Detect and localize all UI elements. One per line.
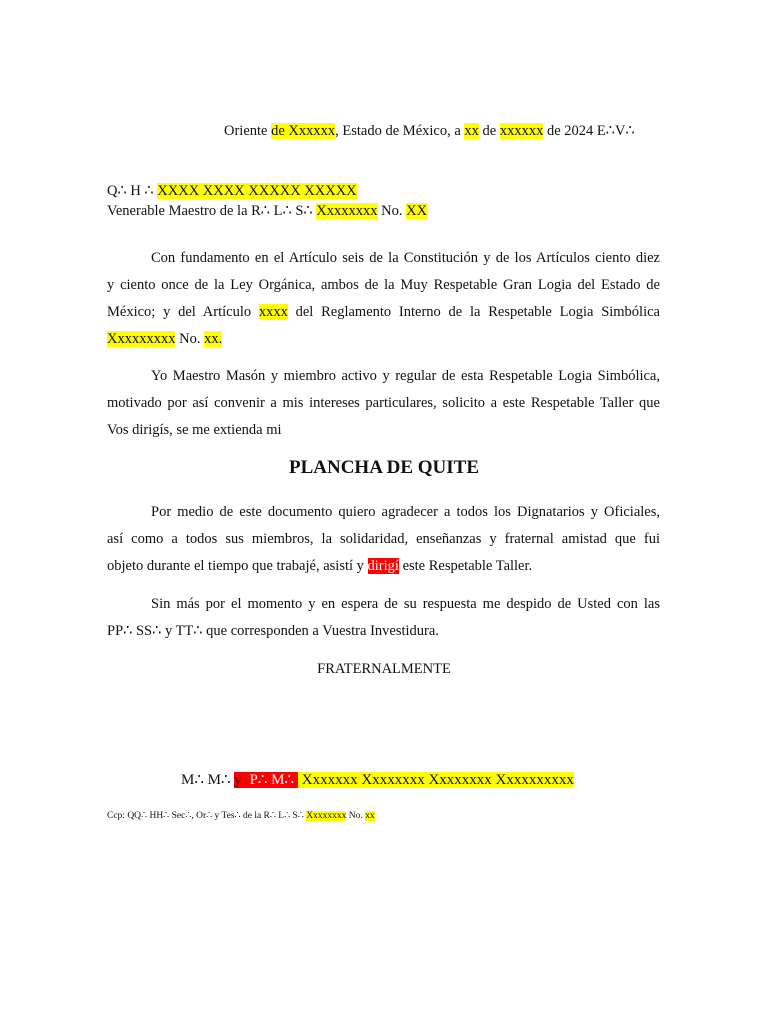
para1-l3a: México; y del Artículo — [107, 304, 259, 320]
vm-no: No. — [377, 203, 407, 219]
year-text: de 2024 E∴V∴ — [543, 123, 635, 139]
signature-prefix: M∴ M∴ — [181, 772, 235, 788]
para2-line1: Yo Maestro Masón y miembro activo y regular de esta Respetable Logia Simbólica, — [151, 368, 660, 384]
signature-y-highlight: y — [234, 772, 246, 788]
recipient-qh-line — [107, 182, 357, 200]
ccp-no: No. — [346, 811, 366, 821]
para2-line3: Vos dirigís, se me extienda mi — [107, 422, 282, 438]
lodge-num-highlight: xx. — [204, 331, 223, 347]
recipient-vm-line — [107, 202, 427, 220]
para4-line2: PP∴ SS∴ y TT∴ que corresponden a Vuestra Investidura. — [107, 623, 439, 639]
para3-line3 — [107, 557, 532, 575]
article-highlight: xxxx — [258, 304, 288, 320]
lodge-highlight: Xxxxxxxxx — [107, 331, 176, 347]
para1-line1: Con fundamento en el Artículo seis de la Constitución y de los Artículos ciento diez — [151, 250, 660, 266]
para1-l3b: del Reglamento Interno de la Respetable Logia Simbólica — [287, 304, 660, 320]
signature-name-highlight: Xxxxxxx Xxxxxxxx Xxxxxxxx Xxxxxxxxxx — [298, 772, 574, 788]
ccp-num-highlight: xx — [365, 811, 375, 821]
qh-name-highlight: XXXX XXXX XXXXX XXXXX — [157, 183, 357, 199]
date-line — [224, 122, 635, 140]
qh-prefix: Q∴ H ∴ — [107, 183, 154, 199]
para1-line2: y ciento once de la Ley Orgánica, ambos de la Muy Respetable Gran Logia del Estado de — [107, 277, 660, 293]
place-mid: , Estado de México, a — [335, 123, 465, 139]
place-prefix: Oriente — [224, 123, 272, 139]
ccp-line — [107, 810, 375, 822]
closing-text: FRATERNALMENTE — [317, 661, 451, 677]
dirigi-highlight: dirigí — [367, 558, 399, 574]
ccp-lodge-highlight: Xxxxxxxx — [306, 811, 347, 821]
para3-l3a: objeto durante el tiempo que trabajé, asistí y — [107, 558, 368, 574]
para4-line1: Sin más por el momento y en espera de su respuesta me despido de Usted con las — [151, 596, 660, 612]
para2-line2: motivado por así convenir a mis intereses particulares, solicito a este Respetable Taller que — [107, 395, 660, 411]
para3-l3b: este Respetable Taller. — [398, 558, 533, 574]
place-highlight: de Xxxxxx — [271, 123, 336, 139]
para3-line1: Por medio de este documento quiero agradecer a todos los Dignatarios y Oficiales, — [151, 504, 660, 520]
month-highlight: xxxxxx — [499, 123, 544, 139]
signature-line — [181, 771, 574, 789]
day-highlight: xx — [464, 123, 479, 139]
vm-num-highlight: XX — [406, 203, 428, 219]
para3-line2: así como a todos sus miembros, la solidaridad, enseñanzas y fraternal amistad que fui — [107, 531, 660, 547]
para1-line4 — [107, 330, 222, 348]
ccp-text: Ccp: QQ∴ HH∴ Sec∴, Or∴ y Tes∴ de la R∴ L∴ S∴ — [107, 811, 307, 821]
vm-prefix: Venerable Maestro de la R∴ L∴ S∴ — [107, 203, 317, 219]
document-title: PLANCHA DE QUITE — [288, 457, 480, 478]
para1-l4b: No. — [175, 331, 205, 347]
date-de: de — [478, 123, 500, 139]
signature-pm-highlight: P∴ M∴ — [246, 772, 299, 788]
vm-lodge-highlight: Xxxxxxxx — [316, 203, 378, 219]
para1-line3 — [107, 303, 660, 321]
